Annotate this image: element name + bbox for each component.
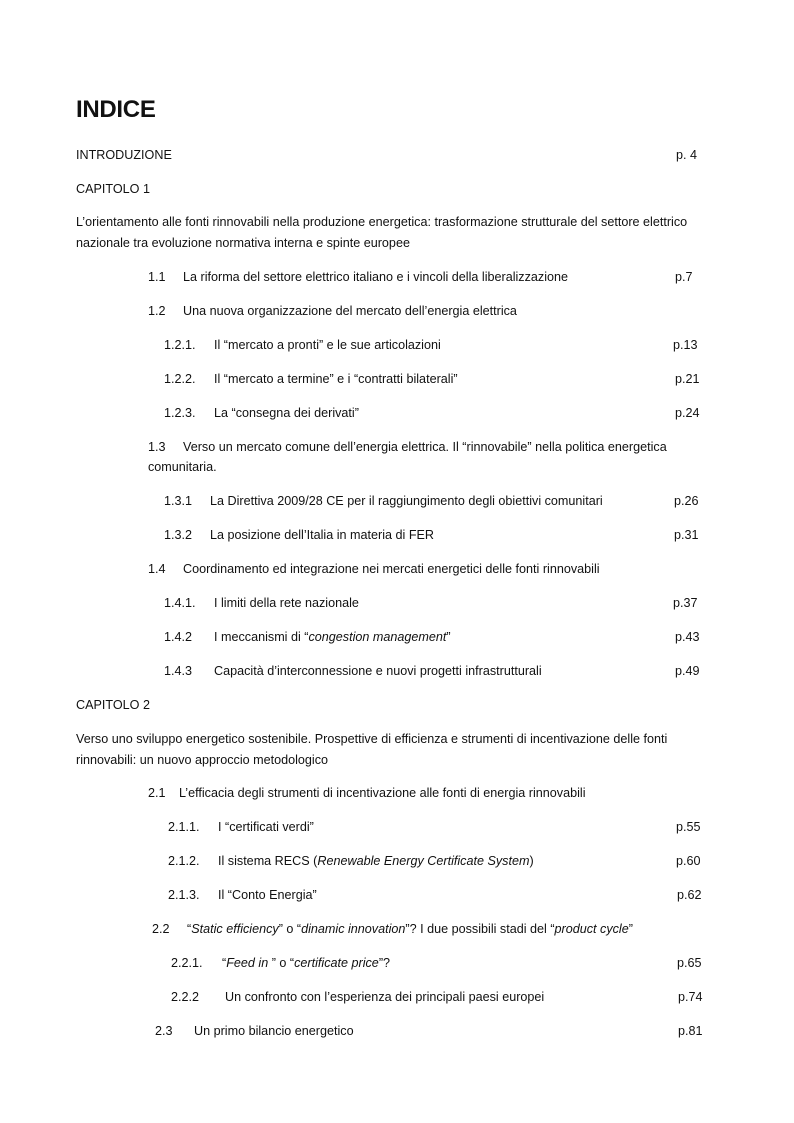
chapter-2-subtitle: Verso uno sviluppo energetico sostenibile. Prospettive di efficienza e strumenti di incentivazione delle fonti rinnovabili: un nuovo approccio metodologico: [76, 732, 668, 767]
toc-entry-1-4: [148, 559, 600, 579]
section-title: I “certificati verdi”: [218, 820, 314, 834]
section-title-pre: Il sistema RECS (: [218, 854, 318, 868]
toc-entry-2-2-1: [171, 953, 390, 973]
section-title: Un confronto con l’esperienza dei principali paesi europei: [225, 990, 545, 1004]
chapter-2-heading: CAPITOLO 2: [76, 698, 150, 712]
toc-entry-1-3-continuation: comunitaria.: [148, 460, 217, 474]
toc-entry-1-1: [148, 267, 568, 287]
toc-page-number: p.81: [678, 1024, 703, 1038]
toc-entry-1-4-3: [164, 661, 542, 681]
toc-page-number: p.49: [675, 664, 700, 678]
toc-entry-1-4-2: [164, 627, 451, 647]
chapter-1-subtitle: L’orientamento alle fonti rinnovabili nella produzione energetica: trasformazione strutturale del settore elettrico nazionale tra evoluzione normativa interna e spinte europee: [76, 215, 688, 250]
section-number: 1.2.1.: [164, 338, 196, 352]
toc-page-number: p. 4: [676, 148, 698, 162]
section-title: Verso un mercato comune dell’energia elettrica. Il “rinnovabile” nella politica energetica: [183, 440, 667, 454]
section-number: 2.1: [148, 786, 166, 800]
toc-entry-2-3: [155, 1021, 354, 1041]
section-title: La posizione dell’Italia in materia di FER: [210, 528, 435, 542]
section-number: 2.1.3.: [168, 888, 200, 902]
toc-entry-1-3-1: [164, 491, 603, 511]
section-title-part: ”? I due possibili stadi del “: [405, 922, 555, 936]
toc-page-number: p.62: [677, 888, 702, 902]
section-title: La Direttiva 2009/28 CE per il raggiungimento degli obiettivi comunitari: [210, 494, 603, 508]
toc-entry-2-2-2: [171, 987, 544, 1007]
section-title-pre: I meccanismi di “: [214, 630, 309, 644]
section-title-emphasis: Feed in: [226, 956, 269, 970]
section-number: 1.3.1: [164, 494, 193, 508]
section-title-emphasis: congestion management: [308, 630, 447, 644]
section-number: 1.4: [148, 562, 166, 576]
toc-entry-2-1-3: [168, 885, 317, 905]
toc-page-number: p.7: [675, 270, 693, 284]
section-title-part: “: [222, 956, 227, 970]
toc-page-number: p.37: [673, 596, 698, 610]
section-number: 2.3: [155, 1024, 173, 1038]
section-number: 1.4.2: [164, 630, 193, 644]
section-number: 1.1: [148, 270, 166, 284]
section-title: Il “mercato a pronti” e le sue articolazioni: [214, 338, 441, 352]
toc-entry-1-4-1: [164, 593, 359, 613]
section-title: Il “Conto Energia”: [218, 888, 317, 902]
section-title-part: ” o “: [268, 956, 295, 970]
section-title-emphasis: Renewable Energy Certificate System: [317, 854, 530, 868]
section-title-part: ” o “: [278, 922, 302, 936]
toc-page-number: p.24: [675, 406, 700, 420]
section-title: La “consegna dei derivati”: [214, 406, 359, 420]
section-number: 2.2: [152, 922, 170, 936]
toc-page-number: p.43: [675, 630, 700, 644]
section-title-post: ): [529, 854, 534, 868]
toc-page-number: p.26: [674, 494, 699, 508]
section-title-emphasis: product cycle: [554, 922, 629, 936]
toc-entry-2-1-1: [168, 817, 314, 837]
section-title: Capacità d’interconnessione e nuovi progetti infrastrutturali: [214, 664, 542, 678]
section-number: 1.3: [148, 440, 166, 454]
toc-page-number: p.74: [678, 990, 703, 1004]
toc-entry-2-2: [152, 919, 633, 939]
page-title: INDICE: [76, 96, 156, 123]
toc-page-number: p.21: [675, 372, 700, 386]
section-number: 1.2.2.: [164, 372, 196, 386]
section-title-part: ”?: [378, 956, 391, 970]
toc-entry-1-2-1: [164, 335, 441, 355]
section-title: I limiti della rete nazionale: [214, 596, 359, 610]
toc-entry-1-3: [148, 437, 667, 457]
toc-page-number: p.13: [673, 338, 698, 352]
section-number: 1.4.3: [164, 664, 193, 678]
chapter-1-heading: CAPITOLO 1: [76, 182, 150, 196]
toc-entry-2-1-2: [168, 851, 534, 871]
toc-entry-2-1: [148, 783, 586, 803]
section-title-emphasis: certificate price: [294, 956, 379, 970]
section-number: 2.1.2.: [168, 854, 200, 868]
toc-entry-introduzione: [76, 145, 172, 165]
section-number: 2.1.1.: [168, 820, 200, 834]
toc-entry-label: INTRODUZIONE: [76, 148, 172, 162]
section-title: Il “mercato a termine” e i “contratti bilaterali”: [214, 372, 458, 386]
toc-entry-1-2: [148, 301, 517, 321]
toc-page-number: p.31: [674, 528, 699, 542]
section-title-part: ”: [628, 922, 633, 936]
section-title-post: ”: [446, 630, 451, 644]
section-title-emphasis: dinamic innovation: [301, 922, 406, 936]
section-title-emphasis: Static efficiency: [191, 922, 279, 936]
toc-page-number: p.60: [676, 854, 701, 868]
section-number: 1.2.3.: [164, 406, 196, 420]
section-number: 2.2.2: [171, 990, 200, 1004]
section-title: La riforma del settore elettrico italiano e i vincoli della liberalizzazione: [183, 270, 569, 284]
section-title: Una nuova organizzazione del mercato dell’energia elettrica: [183, 304, 517, 318]
toc-page-number: p.65: [677, 956, 702, 970]
section-title-part: “: [187, 922, 192, 936]
section-title: Un primo bilancio energetico: [194, 1024, 354, 1038]
toc-page-number: p.55: [676, 820, 701, 834]
toc-entry-1-2-2: [164, 369, 458, 389]
section-number: 1.4.1.: [164, 596, 196, 610]
toc-entry-1-3-2: [164, 525, 434, 545]
section-title: L’efficacia degli strumenti di incentivazione alle fonti di energia rinnovabili: [179, 786, 586, 800]
section-number: 1.2: [148, 304, 166, 318]
section-number: 2.2.1.: [171, 956, 203, 970]
section-number: 1.3.2: [164, 528, 193, 542]
section-title: Coordinamento ed integrazione nei mercati energetici delle fonti rinnovabili: [183, 562, 600, 576]
toc-entry-1-2-3: [164, 403, 359, 423]
